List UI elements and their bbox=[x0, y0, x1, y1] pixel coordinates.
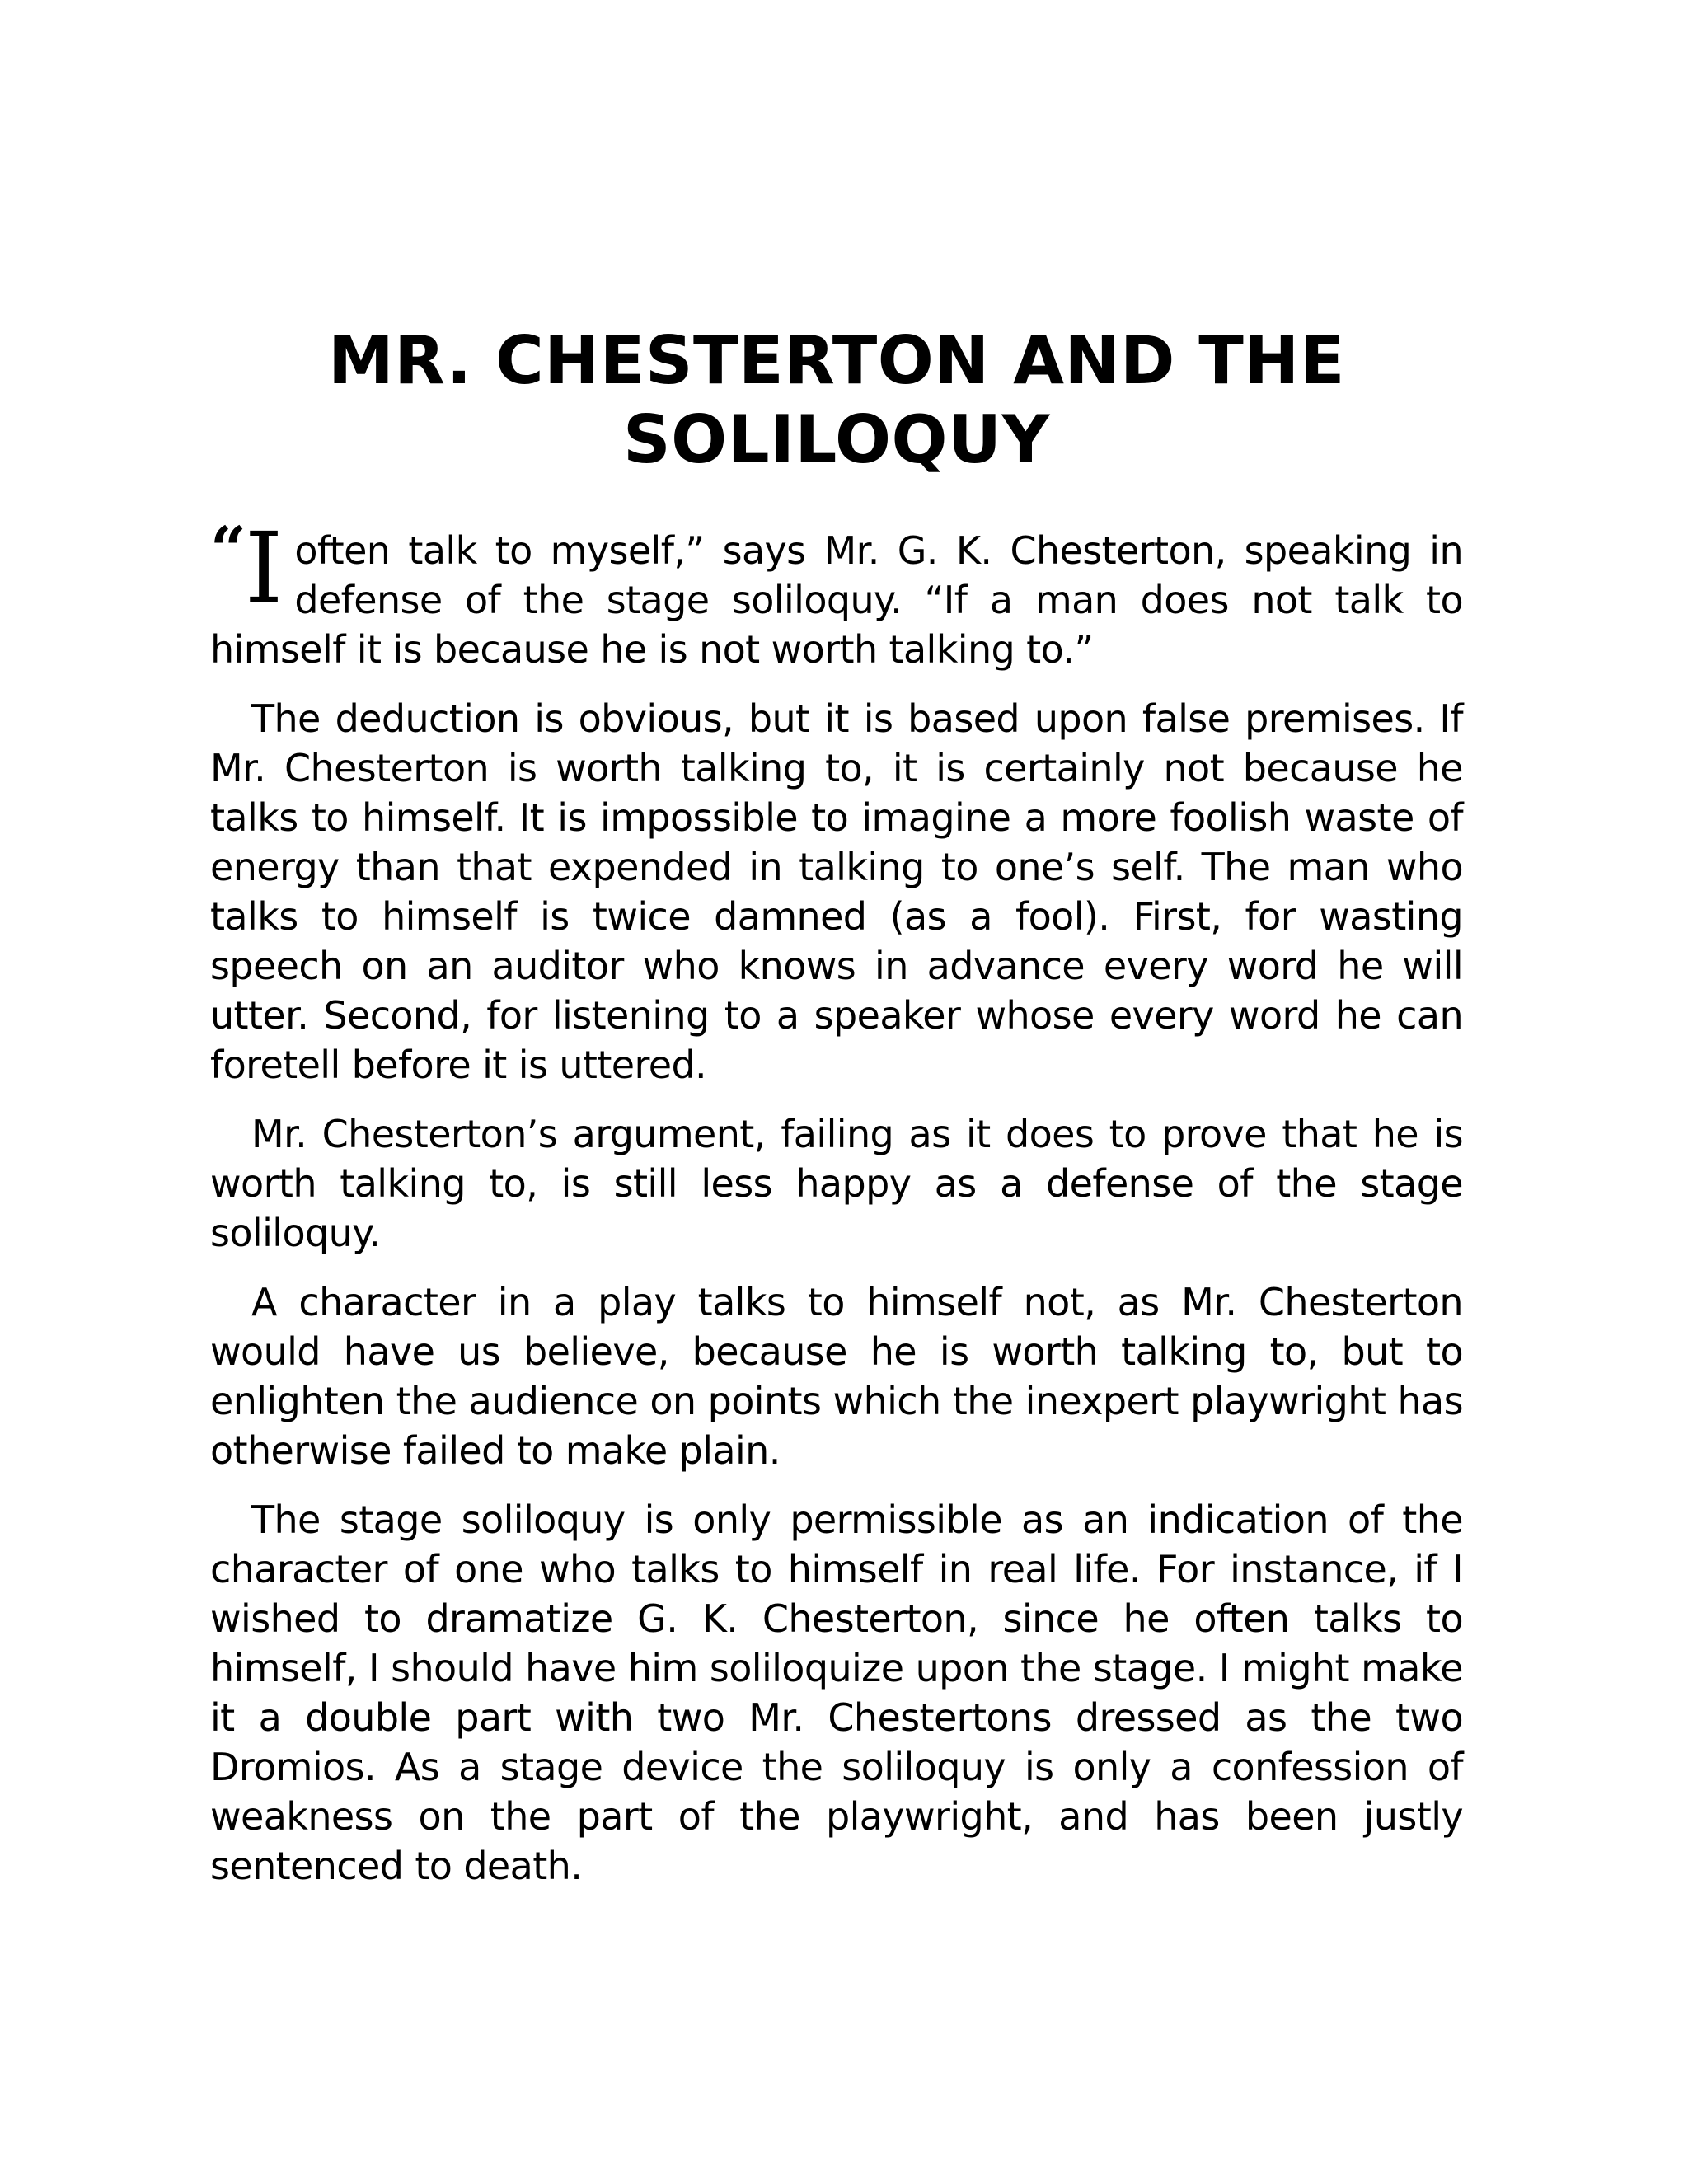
paragraph-2: The deduction is obvious, but it is based upon false premises. If Mr. Chesterton is worth talking to, it is certainly not because he talks to himself. It is impossible to imagine a more foolish waste of energy than that expended in talking to one’s self. The man who talks to himself is twice damned (as a fool). First, for wasting speech on an auditor who knows in advance every word he will utter. Second, for listening to a speaker whose every word he can foretell before it is uttered. bbox=[210, 696, 1463, 1087]
drop-cap-letter: I bbox=[244, 511, 280, 625]
page-title: MR. CHESTERTON AND THE SOLILOQUY bbox=[328, 322, 1345, 478]
paragraph-5: The stage soliloquy is only permissible as an indication of the character of one who talks to himself in real life. For instance, if I wished to dramatize G. K. Chesterton, since he often talks to himself, I should have him soliloquize upon the stage. I might make it a double part with two Mr. Chestertons dressed as the two Dromios. As a stage device the soliloquy is only a confession of weakness on the part of the playwright, and has been justly sentenced to death. bbox=[210, 1497, 1463, 1888]
paragraph-1-text: often talk to myself,” says Mr. G. K. Chesterton, speaking in defense of the stage soliloquy. “If a man does not talk to himself it is because he is not worth talking to.” bbox=[210, 528, 1463, 672]
drop-cap bbox=[210, 511, 280, 625]
page bbox=[210, 321, 1463, 1910]
paragraph-1 bbox=[210, 511, 1463, 674]
drop-cap-quote: “ bbox=[210, 513, 245, 586]
paragraph-4: A character in a play talks to himself not, as Mr. Chesterton would have us believe, because he is worth talking to, but to enlighten the audience on points which the inexpert playwright has otherwise failed to make plain. bbox=[210, 1280, 1463, 1473]
article-body bbox=[210, 511, 1463, 1891]
paragraph-3: Mr. Chesterton’s argument, failing as it does to prove that he is worth talking to, is still less happy as a defense of the stage soliloquy. bbox=[210, 1112, 1463, 1255]
